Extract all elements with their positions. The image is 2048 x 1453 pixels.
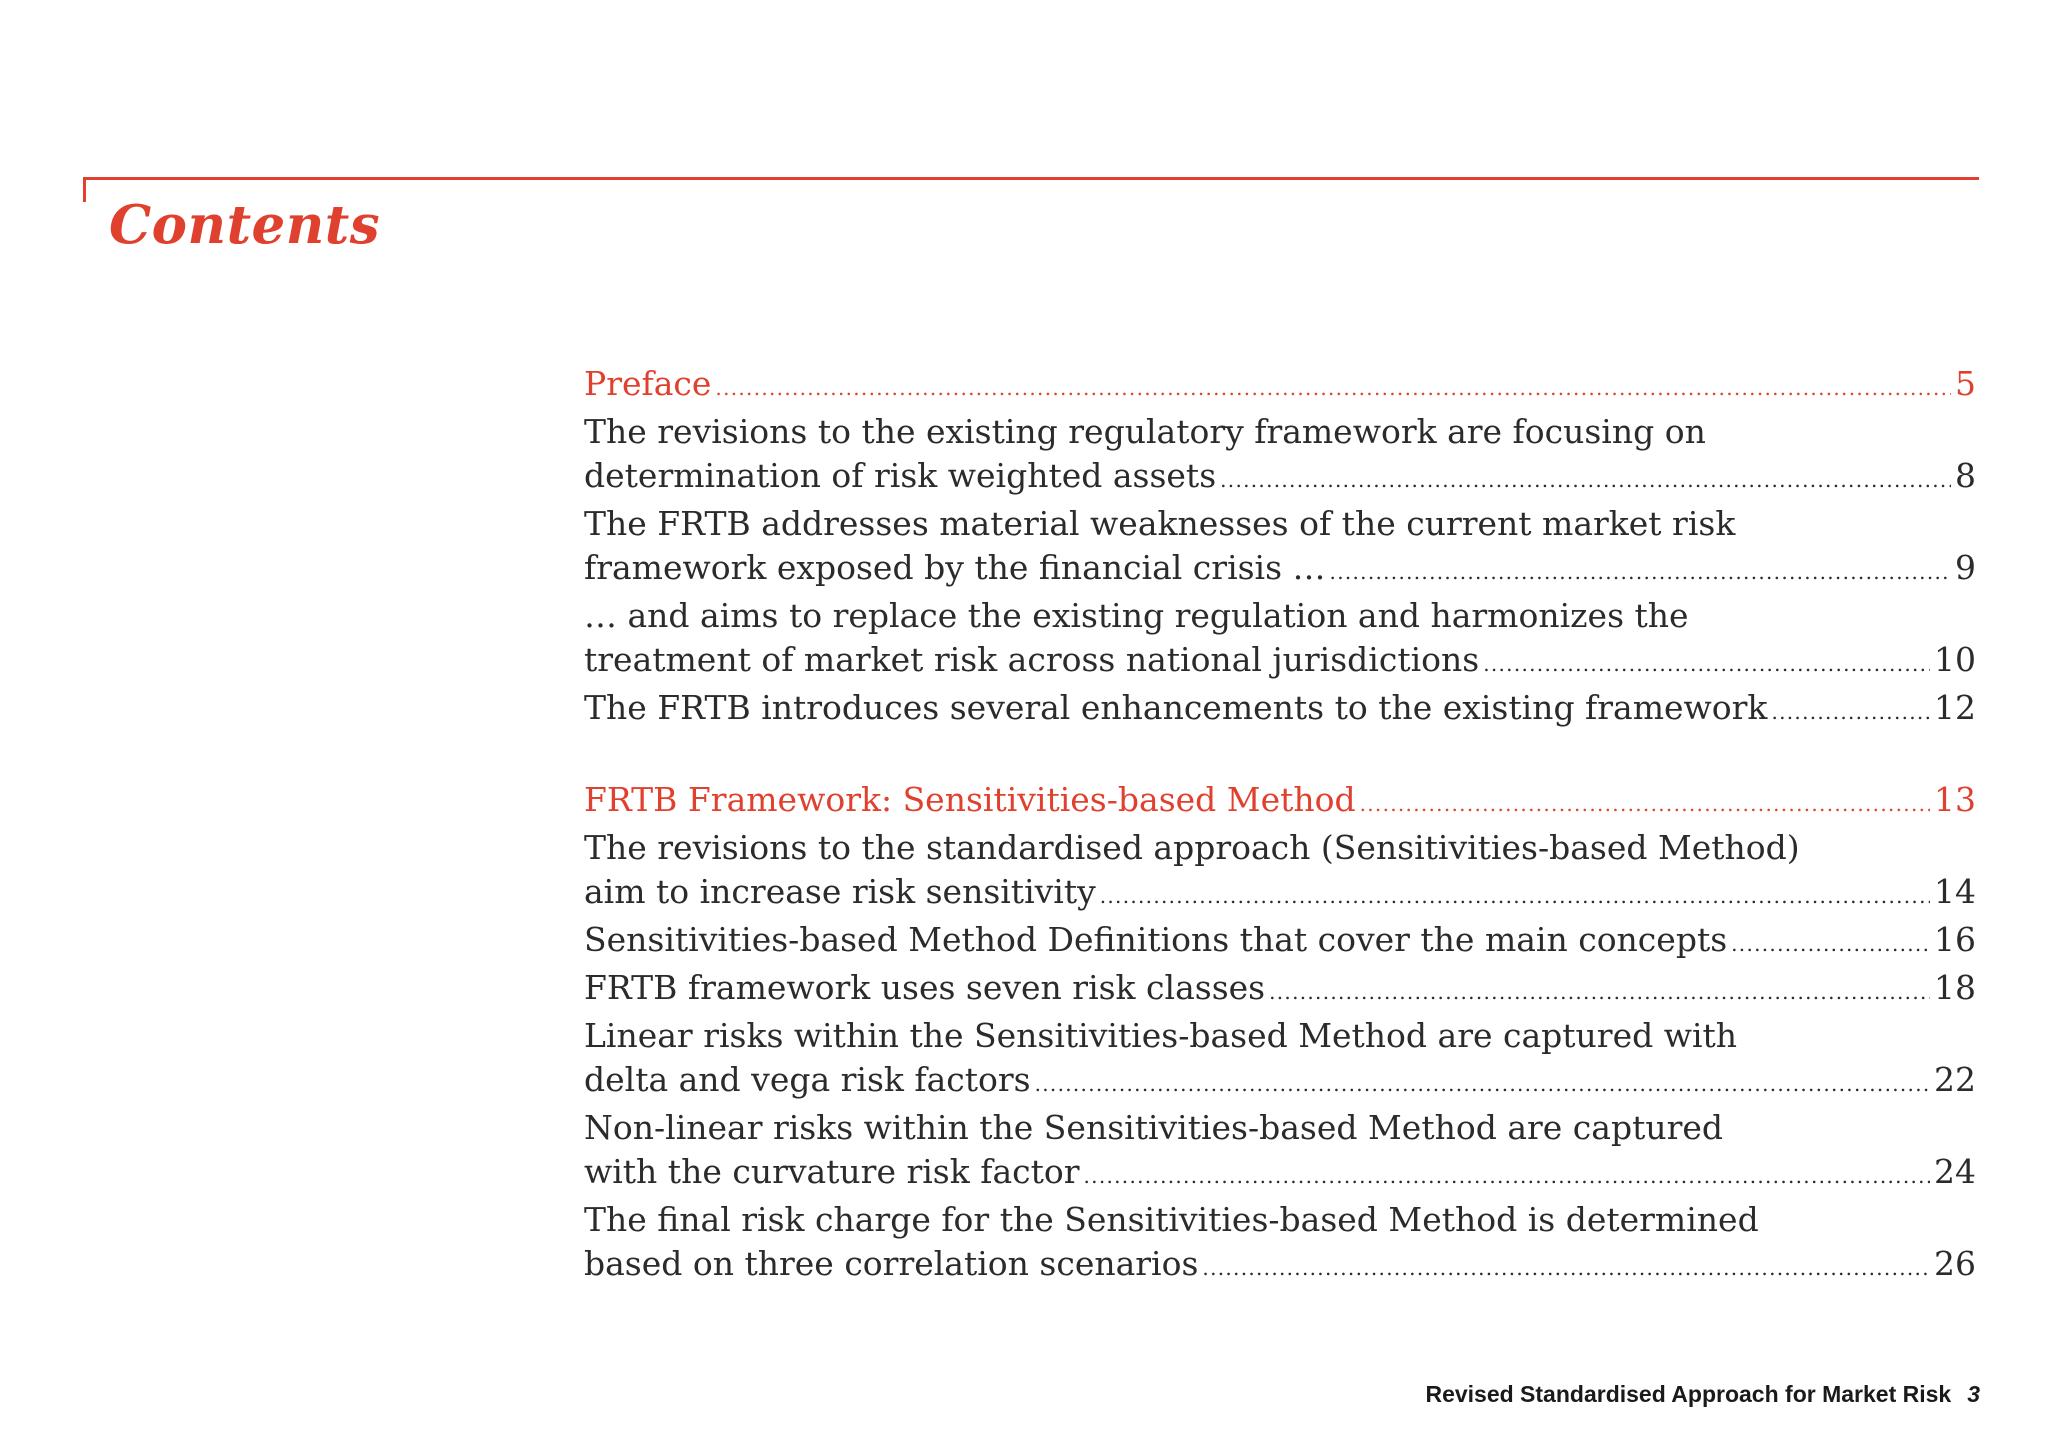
- toc-entry-row: [584, 1150, 1976, 1198]
- toc-entry-title: treatment of market risk across national jurisdictions: [584, 640, 1480, 679]
- toc-entry-title: aim to increase risk sensitivity: [584, 872, 1096, 911]
- toc-entry-title-line: The FRTB addresses material weaknesses of the current market risk: [584, 504, 1736, 543]
- toc-section: [584, 362, 1976, 734]
- toc-entry-title: Preface: [584, 364, 712, 403]
- toc-entry-row: [584, 870, 1976, 918]
- toc-entry[interactable]: [584, 410, 1976, 502]
- footer-page-number: 3: [1967, 1381, 1980, 1407]
- header-rule: [83, 177, 1979, 180]
- toc-entry-title-line: Linear risks within the Sensitivities-based Method are captured with: [584, 1016, 1738, 1055]
- toc-entry[interactable]: [584, 918, 1976, 966]
- toc-entry-row: [584, 918, 1976, 966]
- page-title: Contents: [109, 194, 381, 256]
- dot-leader: [1035, 1062, 1930, 1106]
- dot-leader: [1360, 782, 1930, 826]
- dot-leader: [1771, 690, 1930, 734]
- toc-entry[interactable]: [584, 686, 1976, 734]
- toc-entry-row: [584, 638, 1976, 686]
- toc-entry-title-line: Non-linear risks within the Sensitivities-based Method are captured: [584, 1108, 1724, 1147]
- page-footer: [1425, 1380, 1980, 1408]
- toc-page-number: 9: [1955, 548, 1976, 587]
- dot-leader: [715, 366, 1951, 410]
- toc-entry-title: Sensitivities-based Method Definitions that cover the main concepts: [584, 920, 1728, 959]
- dot-leader: [1220, 458, 1951, 502]
- toc-entry[interactable]: [584, 1014, 1976, 1106]
- table-of-contents: [584, 362, 1976, 1334]
- toc-entry[interactable]: [584, 966, 1976, 1014]
- toc-entry-title: determination of risk weighted assets: [584, 456, 1217, 495]
- toc-entry-row: [584, 1058, 1976, 1106]
- toc-entry-title-line: … and aims to replace the existing regulation and harmonizes the: [584, 596, 1689, 635]
- toc-page-number: 12: [1934, 688, 1976, 727]
- toc-entry[interactable]: [584, 594, 1976, 686]
- toc-entry-row: [584, 362, 1976, 410]
- toc-entry-title: FRTB framework uses seven risk classes: [584, 968, 1266, 1007]
- toc-page-number: 8: [1955, 456, 1976, 495]
- toc-entry-row: [584, 778, 1976, 826]
- toc-section: [584, 778, 1976, 1290]
- toc-entry-title: with the curvature risk factor: [584, 1152, 1080, 1191]
- toc-entry-title: based on three correlation scenarios: [584, 1244, 1199, 1283]
- toc-entry-row: [584, 686, 1976, 734]
- toc-entry-title: framework exposed by the financial crisis …: [584, 548, 1326, 587]
- toc-section-heading[interactable]: [584, 362, 1976, 410]
- footer-document-title: Revised Standardised Approach for Market Risk: [1425, 1381, 1952, 1407]
- toc-entry[interactable]: [584, 502, 1976, 594]
- toc-page-number: 13: [1934, 780, 1976, 819]
- dot-leader: [1330, 550, 1951, 594]
- dot-leader: [1100, 874, 1930, 918]
- toc-entry-row: [584, 546, 1976, 594]
- dot-leader: [1483, 642, 1930, 686]
- dot-leader: [1731, 922, 1930, 966]
- toc-entry-row: [584, 1242, 1976, 1290]
- toc-entry-title-line: The revisions to the existing regulatory framework are focusing on: [584, 412, 1706, 451]
- toc-section-heading[interactable]: [584, 778, 1976, 826]
- header-rule-tick: [83, 177, 86, 202]
- toc-entry[interactable]: [584, 1106, 1976, 1198]
- dot-leader: [1269, 970, 1930, 1014]
- toc-page-number: 18: [1934, 968, 1976, 1007]
- toc-page-number: 26: [1934, 1244, 1976, 1283]
- dot-leader: [1084, 1154, 1931, 1198]
- toc-page-number: 22: [1934, 1060, 1976, 1099]
- toc-page-number: 14: [1934, 872, 1976, 911]
- toc-page-number: 10: [1934, 640, 1976, 679]
- toc-entry-row: [584, 454, 1976, 502]
- toc-entry-title-line: The revisions to the standardised approach (Sensitivities-based Method): [584, 828, 1800, 867]
- toc-entry-title: delta and vega risk factors: [584, 1060, 1031, 1099]
- dot-leader: [1202, 1246, 1930, 1290]
- toc-entry-title-line: The final risk charge for the Sensitivities-based Method is determined: [584, 1200, 1759, 1239]
- toc-entry[interactable]: [584, 826, 1976, 918]
- toc-page-number: 5: [1955, 364, 1976, 403]
- toc-entry-title: FRTB Framework: Sensitivities-based Method: [584, 780, 1356, 819]
- toc-entry-title: The FRTB introduces several enhancements to the existing framework: [584, 688, 1768, 727]
- toc-page-number: 24: [1934, 1152, 1976, 1191]
- toc-page-number: 16: [1934, 920, 1976, 959]
- toc-entry-row: [584, 966, 1976, 1014]
- toc-entry[interactable]: [584, 1198, 1976, 1290]
